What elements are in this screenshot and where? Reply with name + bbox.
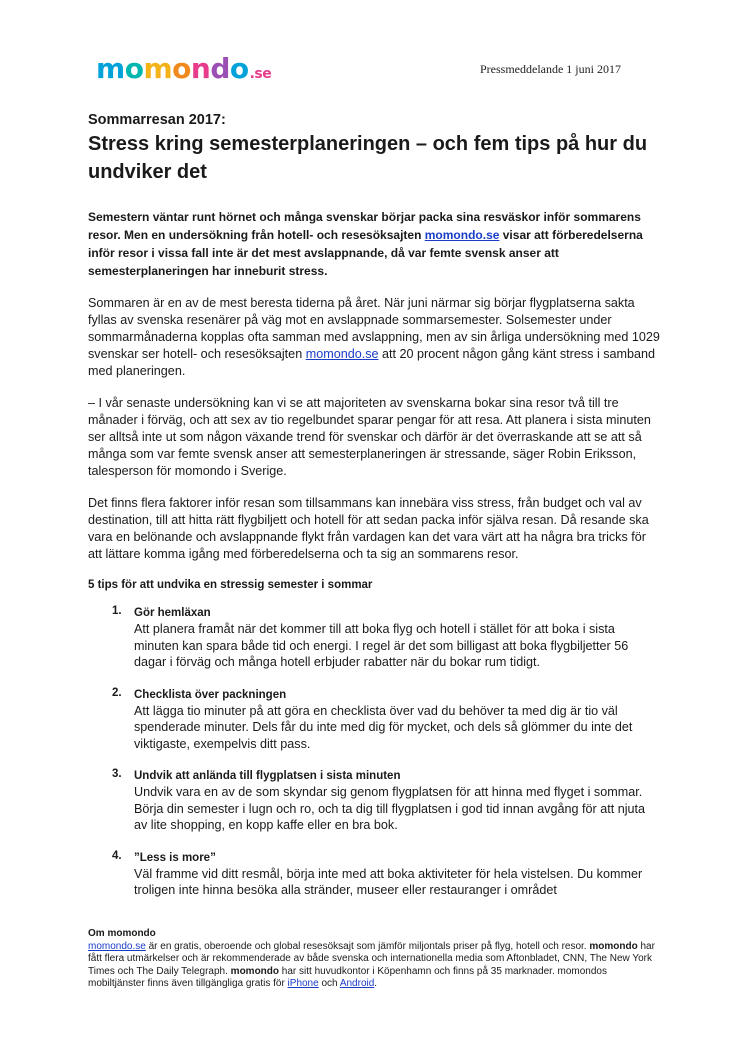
momondo-link[interactable]: momondo.se (305, 347, 379, 361)
body-paragraph-3: Det finns flera faktorer inför resan som tillsammans kan innebära viss stress, från budget och val av destination, till att hitta rätt flygbiljett och hotell för att sedan packa inför själva resan. Då resande ska vara en belönande och avslappnande flykt från vardagen kan det vara värt att ha några bra tricks för att lättare komma igång med förberedelserna och ta sig an sommarens resor. (88, 496, 649, 561)
tip-title: Gör hemläxan (134, 607, 211, 619)
tip-number: 4. (112, 849, 122, 862)
tip-text: Väl framme vid ditt resmål, börja inte med att boka aktiviteter för hela vistelsen. Du kommer troligen inte hinna besöka alla stränder, museer eller restauranger i området (134, 866, 643, 897)
body-paragraph-1: Sommaren är en av de mest beresta tiderna på året. När juni närmar sig börjar flygplatserna sakta fyllas av svenska resenärer på väg mot en avslappnade sommarsemester. Solsemester under sommarmånaderna kopplas ofta samman med avslappning, men av sin årliga undersökning med 1029 svenskar ser hotell- och resesöksajten momondo.se att 20 procent någon gång känt stress i samband med planeringen. (88, 296, 660, 378)
tip-text: Undvik vara en av de som skyndar sig genom flygplatsen för att hinna med flyget i sommar. Börja din semester i lugn och ro, och ta dig till flygplatsen i god tid innan avgång för att njuta av lite shopping, en kopp kaffe eller en bra bok. (134, 785, 646, 832)
momondo-link[interactable]: momondo.se (424, 228, 500, 242)
logo-letter: o (124, 52, 144, 85)
list-item (88, 850, 660, 899)
tip-text: Att lägga tio minuter på att göra en checklista över vad du behöver ta med dig är tio väl spenderade minuter. Dels får du inte med dig för mycket, och dels så glömmer du inte det viktigaste, exempelvis ditt pass. (134, 703, 633, 751)
tips-heading: 5 tips för att undvika en stressig semester i sommar (88, 579, 373, 591)
logo-suffix: .se (249, 66, 272, 82)
logo-letter: m (96, 52, 125, 85)
logo-letter: o (172, 52, 191, 85)
tip-number: 2. (112, 686, 122, 699)
android-link[interactable]: Android (339, 978, 375, 989)
body-paragraph-2: – I vår senaste undersökning kan vi se att majoriteten av svenskarna bokar sina resor två till tre månader i förväg, och att sex av tio regelbundet sparar pengar för att resa. Att planera i sista minuten ser alltså inte ut som någon växande trend för svenskar och därför är det överraskande att se att så många som var femte svensk anser att semesterplaneringen är stressande, säger Robin Eriksson, talesperson för momondo i Sverige. (88, 396, 651, 478)
about-heading: Om momondo (88, 928, 156, 939)
logo-letter: m (143, 52, 173, 85)
tip-title: Undvik att anlända till flygplatsen i sista minuten (134, 770, 401, 782)
logo-letter: o (229, 52, 249, 85)
list-item (88, 687, 660, 753)
momondo-link[interactable]: momondo.se (88, 940, 146, 952)
logo-letter: d (210, 52, 230, 85)
iphone-link[interactable]: iPhone (287, 978, 319, 989)
lead-paragraph: Semestern väntar runt hörnet och många svenskar börjar packa sina resväskor inför sommarens resor. Men en undersökning från hotell- och resesöksajten momondo.se visar att förberedelserna inför resor i vissa fall inte är det mest avslappnande, då var femte svensk anser att semesterplaneringen har inneburit stress. (88, 210, 643, 278)
about-momondo (88, 928, 660, 991)
list-item (88, 768, 660, 834)
tip-title: ”Less is more” (134, 851, 216, 864)
kicker: Sommarresan 2017: (88, 112, 226, 128)
about-text: momondo.se är en gratis, oberoende och global resesöksajt som jämför miljontals priser på flyg, hotell och resor. momondo har fått flera utmärkelser och är rekommenderade av både svenska och internationella media som Aftonbladet, CNN, The New York Times och The Daily Telegraph. momondo har sitt huvudkontor i Köpenhamn och finns på 35 marknader. momondos mobiltjänster finns även tillgängliga gratis för iPhone och Android. (88, 940, 655, 989)
page-title: Stress kring semesterplaneringen – och fem tips på hur du undviker det (88, 133, 648, 183)
tip-title: Checklista över packningen (134, 688, 287, 701)
momondo-logo[interactable] (96, 52, 271, 85)
tips-list (88, 605, 660, 899)
list-item (88, 605, 660, 671)
logo-letter: n (190, 52, 211, 85)
tip-text: Att planera framåt när det kommer till att boka flyg och hotell i stället för att boka i sista minuten kan spara både tid och energi. I regel är det som billigast att boka flygbiljetter 56 dagar i förväg och många hotell erbjuder rabatter när du bokar rum tidigt. (134, 622, 629, 669)
tip-number: 1. (112, 605, 122, 617)
tip-number: 3. (112, 768, 122, 780)
press-release-date: Pressmeddelande 1 juni 2017 (480, 62, 621, 76)
article (88, 112, 660, 915)
